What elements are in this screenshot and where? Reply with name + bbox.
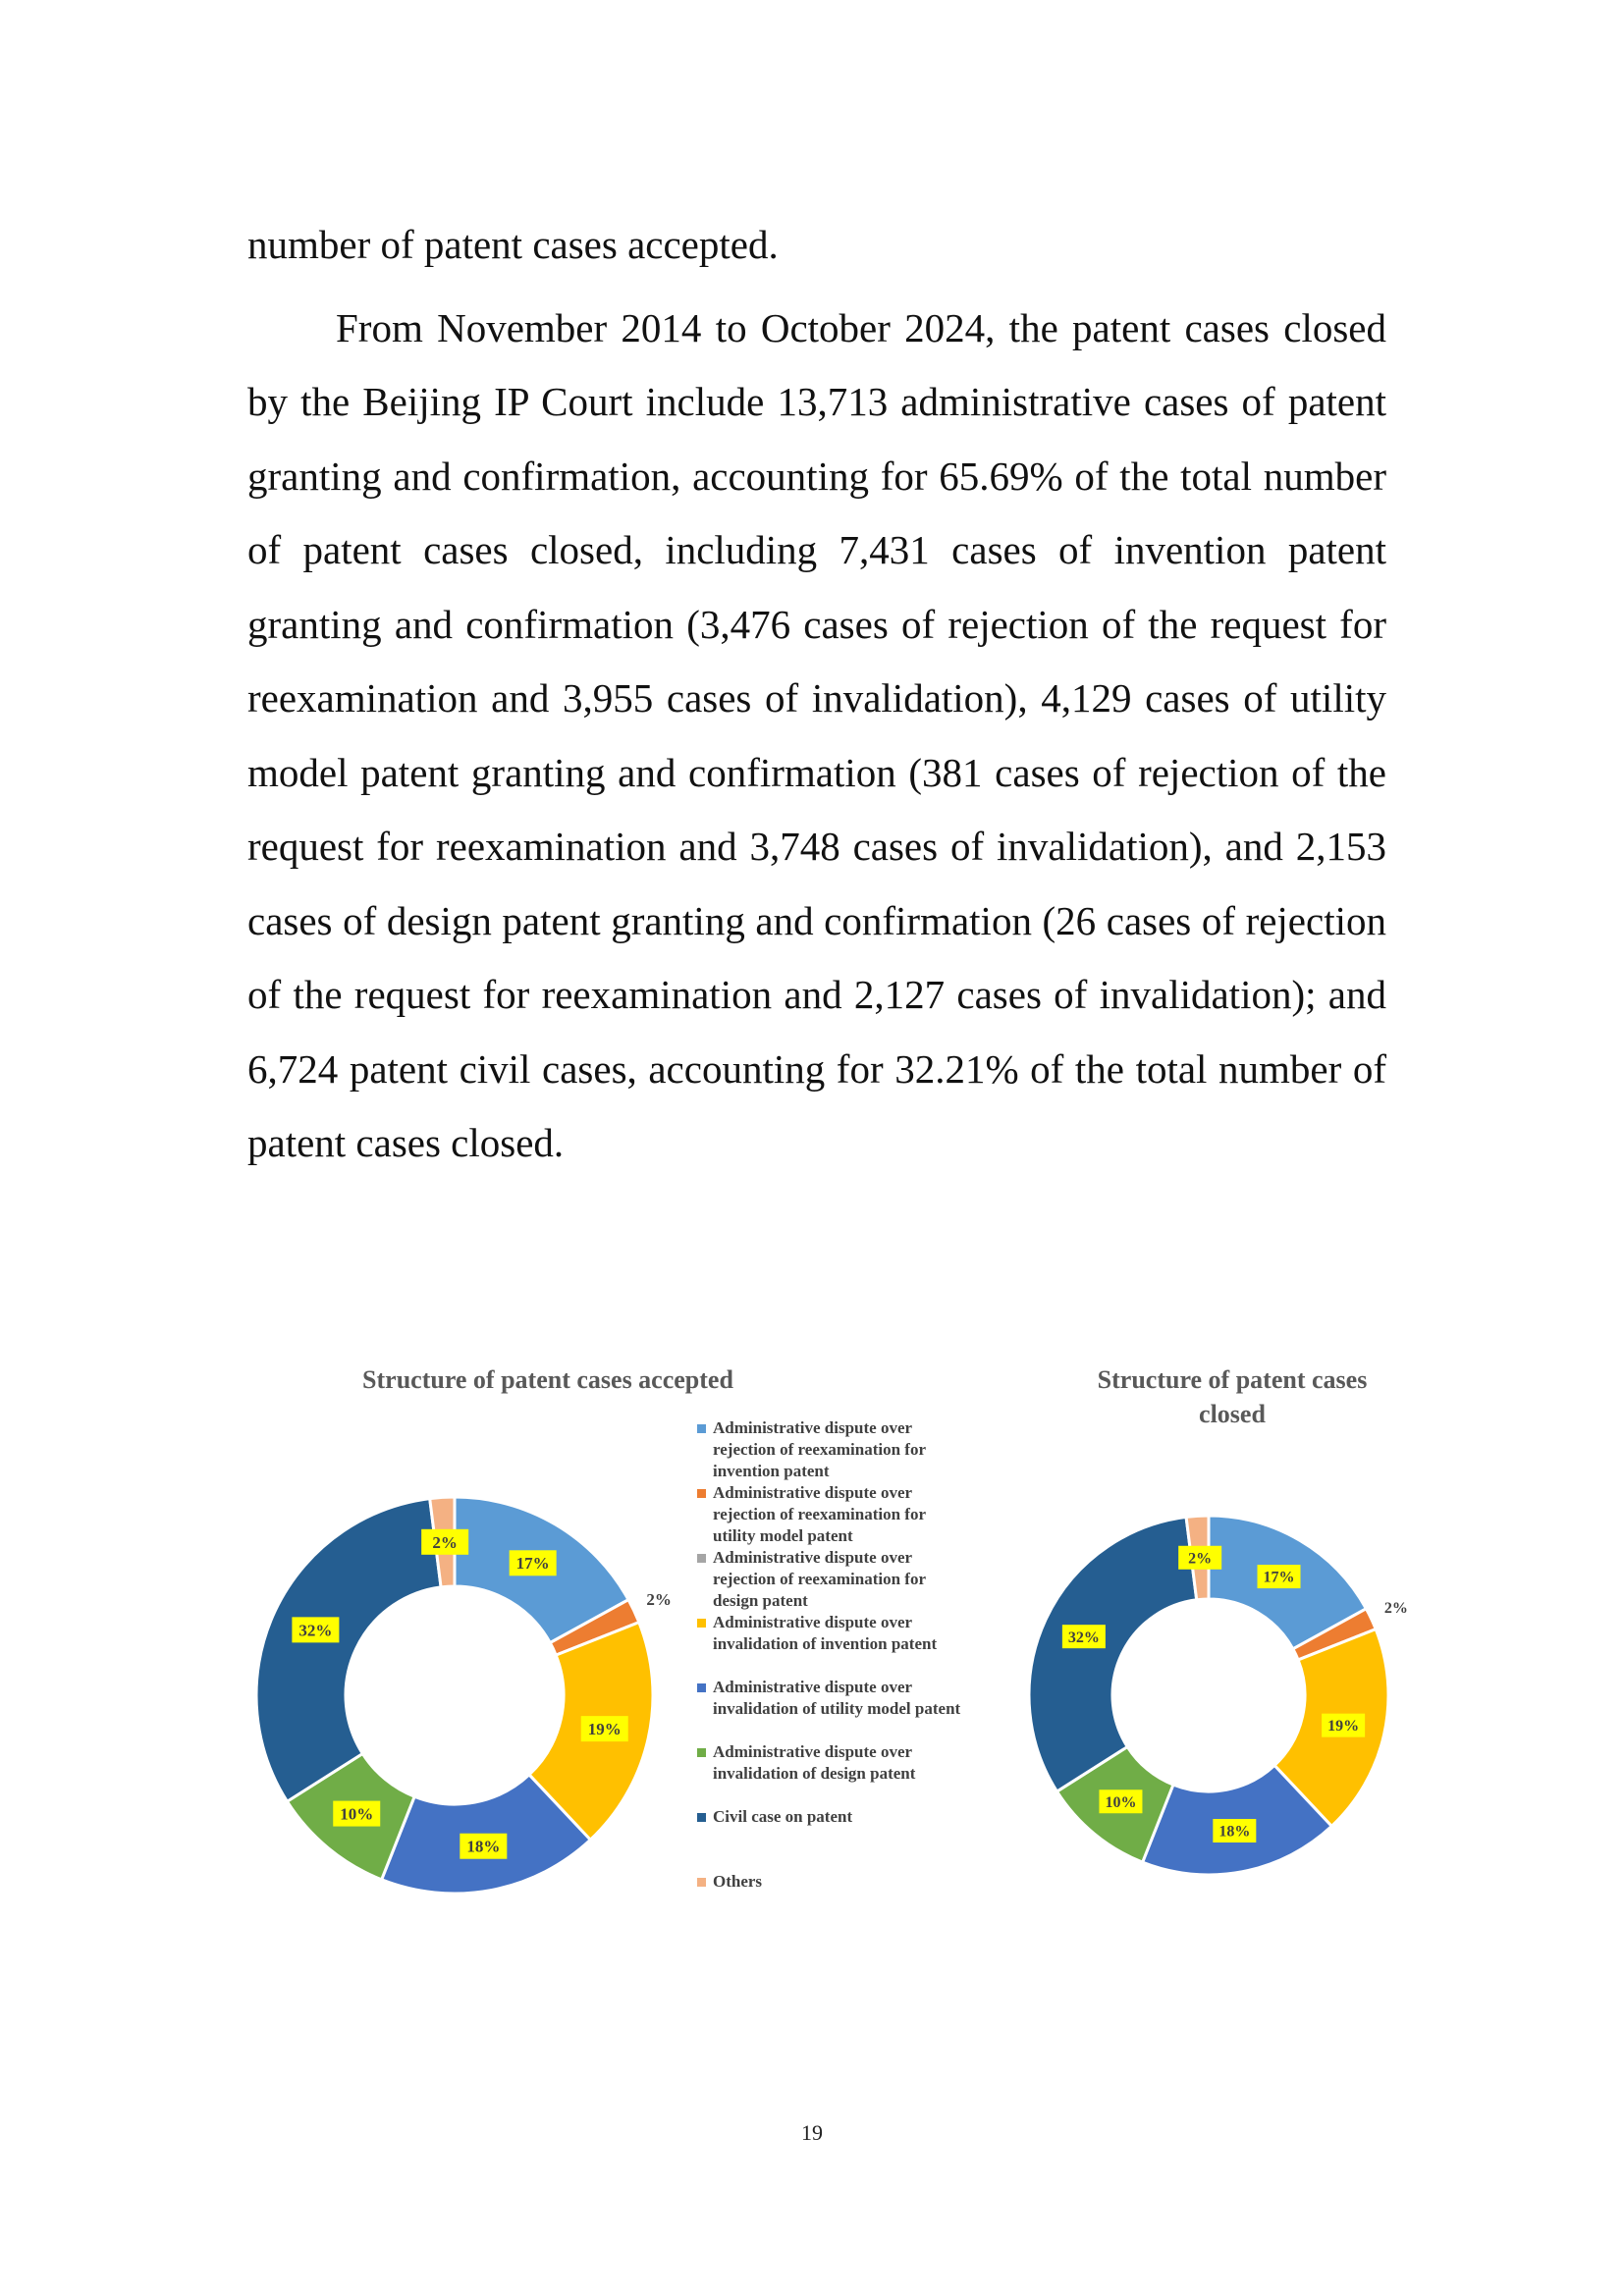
chart-title: Structure of patent cases accepted (362, 1365, 733, 1394)
page-number: 19 (801, 2120, 823, 2145)
legend-item (697, 1417, 1021, 1482)
legend-label: Administrative dispute over invalidation of invention patent (713, 1613, 938, 1653)
chart-title: Structure of patent cases (1097, 1365, 1368, 1394)
legend-label: Administrative dispute over rejection of reexamination for utility model patent (713, 1483, 926, 1545)
legend-swatch (697, 1878, 706, 1887)
chart-closed (1029, 1365, 1408, 1875)
legend-label: Civil case on patent (713, 1807, 853, 1826)
data-label: 2% (432, 1532, 458, 1552)
data-label: 18% (1218, 1823, 1251, 1841)
legend-item (697, 1547, 1021, 1612)
paragraph: From November 2014 to October 2024, the patent cases closed by the Beijing IP Court include 13,713 administrative cases of patent granting and confirmation, accounting for 65.69% of the total number of patent cases closed, including 7,431 cases of invention patent granting and confirmation (3,476 cases of rejection of the request for reexamination and 3,955 cases of invalidation), 4,129 cases of utility model patent granting and confirmation (381 cases of rejection of the request for reexamination and 3,748 cases of invalidation), and 2,153 cases of design patent granting and confirmation (26 cases of rejection of the request for reexamination and 2,127 cases of invalidation); and 6,724 patent civil cases, accounting for 32.21% of the total number of patent cases closed. (247, 304, 1386, 1165)
data-label: 19% (1327, 1718, 1360, 1735)
legend-label: Administrative dispute over invalidation of design patent (713, 1742, 916, 1783)
data-label: 17% (515, 1554, 550, 1574)
legend-item (697, 1871, 1021, 1893)
slice-7 (1029, 1517, 1197, 1791)
chart-title: closed (1199, 1400, 1266, 1428)
data-label: 2% (1383, 1599, 1408, 1617)
legend-item (697, 1741, 1021, 1785)
data-label: 32% (1067, 1629, 1100, 1646)
legend-swatch (697, 1748, 706, 1757)
legend-swatch (697, 1424, 706, 1433)
chart-accepted (256, 1365, 733, 1894)
legend-swatch (697, 1489, 706, 1498)
legend-item (697, 1612, 1021, 1655)
data-label: 2% (646, 1590, 672, 1610)
data-label: 18% (466, 1837, 501, 1856)
legend-swatch (697, 1619, 706, 1628)
data-label: 10% (340, 1804, 374, 1824)
data-label: 17% (1263, 1569, 1295, 1586)
legend-swatch (697, 1813, 706, 1822)
legend-item (697, 1482, 1021, 1547)
legend-item (697, 1677, 1021, 1720)
data-label: 19% (587, 1720, 622, 1739)
legend-swatch (697, 1554, 706, 1563)
legend-label: Administrative dispute over rejection of reexamination for design patent (713, 1548, 926, 1610)
legend-label: Others (713, 1872, 763, 1891)
slice-7 (256, 1499, 441, 1802)
data-label: 32% (298, 1621, 333, 1640)
legend-label: Administrative dispute over rejection of reexamination for invention patent (713, 1418, 926, 1480)
legend-item (697, 1806, 1021, 1828)
data-label: 10% (1105, 1793, 1137, 1811)
legend-label: Administrative dispute over invalidation of utility model patent (713, 1678, 961, 1718)
data-label: 2% (1188, 1550, 1213, 1568)
continuation-line: number of patent cases accepted. (247, 222, 779, 267)
legend-swatch (697, 1683, 706, 1692)
